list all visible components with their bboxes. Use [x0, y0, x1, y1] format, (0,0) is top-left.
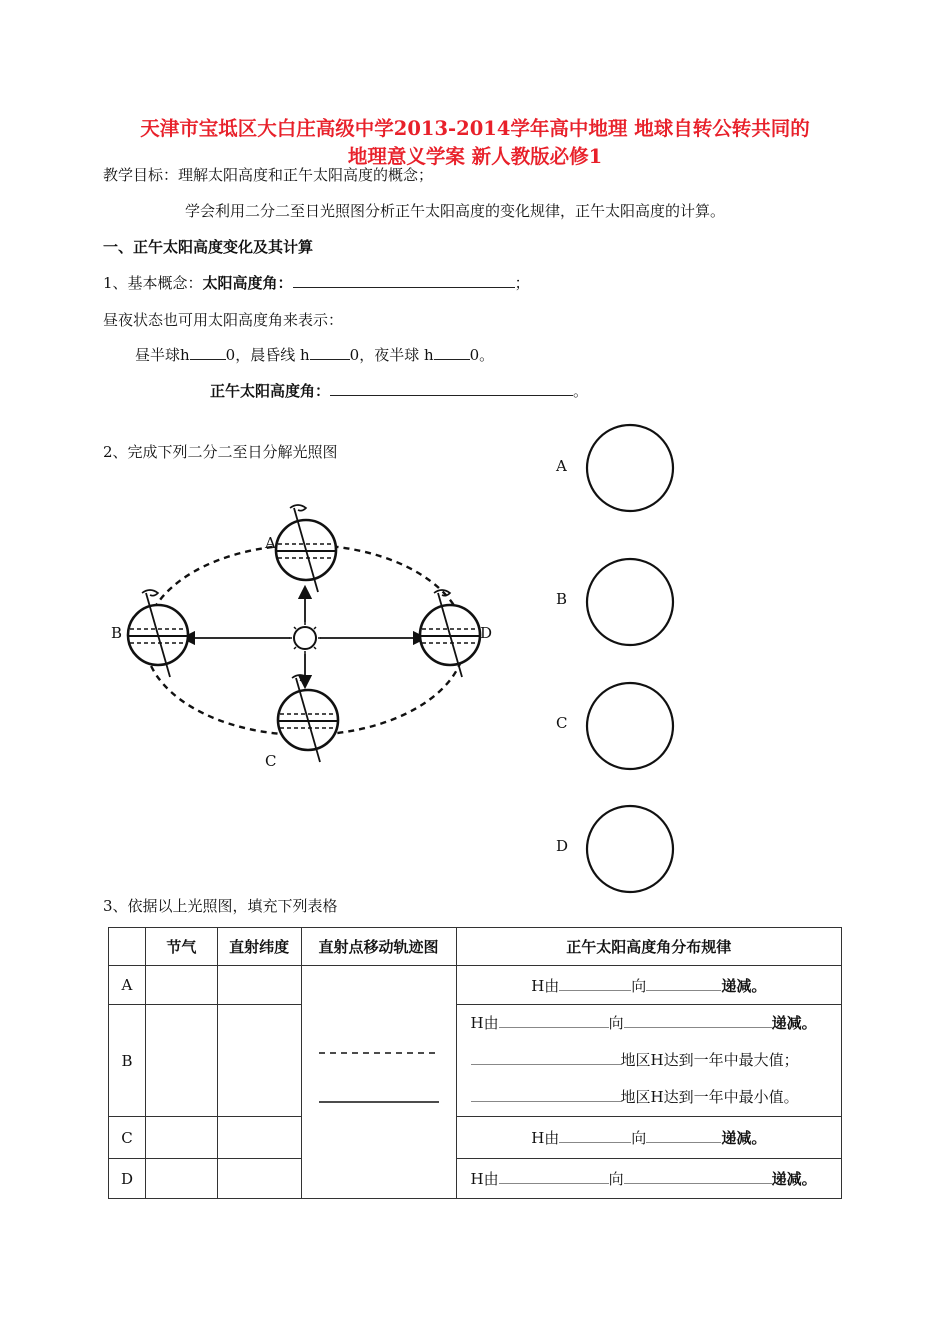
page-title-line1: 天津市宝坻区大白庄高级中学2013-2014学年高中地理 地球自转公转共同的 [140, 117, 810, 140]
orbit-label-d: D [480, 624, 493, 642]
day-end: 0， [225, 346, 251, 364]
cell-latitude[interactable] [217, 1159, 301, 1199]
blank[interactable] [471, 1051, 621, 1065]
header-blank [109, 928, 146, 966]
section1-heading: 一、正午太阳高度变化及其计算 [103, 238, 314, 256]
orbit-diagram [100, 500, 520, 780]
cell-term[interactable] [145, 1117, 217, 1159]
table-row [109, 1005, 842, 1117]
blank[interactable] [471, 1088, 621, 1102]
header-latitude: 直射纬度 [217, 928, 301, 966]
q1-line [103, 272, 530, 293]
noon-line [210, 380, 588, 401]
day-blank[interactable] [190, 345, 226, 360]
circle-label-c: C [556, 714, 568, 732]
q1-blank[interactable] [293, 273, 515, 288]
cell-term[interactable] [145, 1005, 217, 1117]
cell-latitude[interactable] [217, 966, 301, 1005]
header-rule: 正午太阳高度角分布规律 [456, 928, 841, 966]
cell-latitude[interactable] [217, 1117, 301, 1159]
blank[interactable] [559, 1129, 631, 1143]
track-cell[interactable] [301, 966, 456, 1199]
row-id: D [109, 1159, 146, 1199]
orbit-label-b: B [111, 624, 123, 642]
q1-prefix: 1、基本概念： [103, 274, 203, 292]
blank-circle-a[interactable] [587, 425, 673, 511]
row-id: A [109, 966, 146, 1005]
daynight-text: 昼夜状态也可用太阳高度角来表示： [103, 311, 344, 329]
table-row [109, 1117, 842, 1159]
blank[interactable] [646, 977, 721, 991]
rule-cell-d: H由 向 递减。 [456, 1159, 841, 1199]
goals-item1: 理解太阳高度和正午太阳高度的概念； [178, 166, 434, 184]
header-track: 直射点移动轨迹图 [301, 928, 456, 966]
q1-term: 太阳高度角： [202, 274, 293, 292]
blank-circle-d[interactable] [587, 806, 673, 892]
globe-d-icon [420, 590, 480, 677]
circle-label-a: A [556, 457, 567, 475]
blank-circles [580, 422, 680, 902]
night-end: 0。 [469, 346, 495, 364]
q1-end: ； [514, 274, 530, 292]
night-label: 夜半球 h [374, 346, 434, 364]
blank[interactable] [646, 1129, 721, 1143]
noon-term: 正午太阳高度角： [210, 382, 331, 400]
blank-circle-b[interactable] [587, 559, 673, 645]
page-title-line2: 地理意义学案 新人教版必修1 [347, 145, 603, 168]
term-blank[interactable] [310, 345, 350, 360]
globe-a-icon [276, 505, 336, 592]
globe-c-icon [278, 675, 338, 762]
night-blank[interactable] [434, 345, 470, 360]
blank[interactable] [559, 977, 631, 991]
header-term: 节气 [145, 928, 217, 966]
table-row [109, 1159, 842, 1199]
goals-label: 教学目标： [103, 166, 179, 184]
blank[interactable] [624, 1014, 772, 1028]
table-row [109, 966, 842, 1005]
blank[interactable] [624, 1170, 772, 1184]
globe-b-icon [128, 590, 188, 677]
term-end: 0， [349, 346, 375, 364]
goals-item2: 学会利用二分二至日光照图分析正午太阳高度的变化规律，正午太阳高度的计算。 [185, 202, 726, 220]
blank[interactable] [499, 1014, 609, 1028]
rule-cell-b: H由 向 递减。 地区H达到一年中最大值； 地区H达到一年中最小值。 [456, 1005, 841, 1117]
rule-cell-c: H由 向 递减。 [456, 1117, 841, 1159]
q2-text: 2、完成下列二分二至日分解光照图 [103, 443, 338, 461]
cell-term[interactable] [145, 1159, 217, 1199]
orbit-label-a: A [265, 534, 276, 552]
sun-icon [289, 622, 321, 654]
q3-text: 3、依据以上光照图，填充下列表格 [103, 897, 338, 915]
cell-term[interactable] [145, 966, 217, 1005]
rule-cell-a: H由 向 递减。 [456, 966, 841, 1005]
noon-end: 。 [573, 382, 589, 400]
data-table [108, 927, 842, 1199]
row-id: C [109, 1117, 146, 1159]
cell-latitude[interactable] [217, 1005, 301, 1117]
daynight-line [135, 344, 494, 365]
blank-circle-c[interactable] [587, 683, 673, 769]
row-id: B [109, 1005, 146, 1117]
orbit-label-c: C [265, 752, 277, 770]
noon-blank[interactable] [330, 381, 573, 396]
goals-line1 [103, 164, 433, 185]
blank[interactable] [499, 1170, 609, 1184]
circle-label-d: D [556, 837, 569, 855]
term-label: 晨昏线 h [250, 346, 310, 364]
track-lines [309, 1010, 449, 1150]
circle-label-b: B [556, 590, 568, 608]
day-label: 昼半球h [135, 346, 190, 364]
